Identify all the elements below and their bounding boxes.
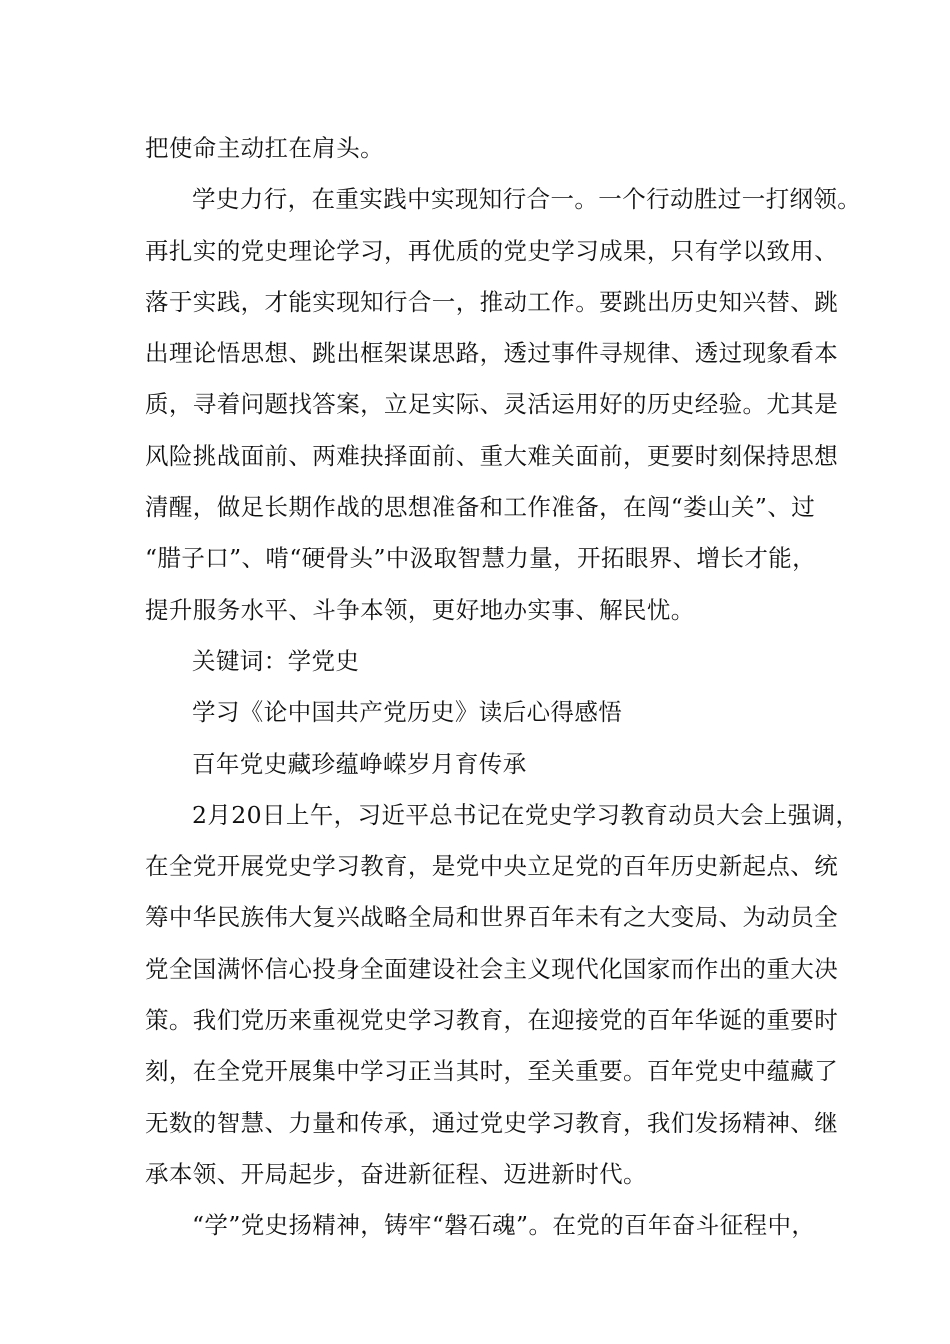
text-line: 再扎实的党史理论学习，再优质的党史学习成果，只有学以致用、 xyxy=(145,236,839,265)
keywords-line xyxy=(145,636,845,687)
article-subtitle xyxy=(145,739,845,790)
paragraph-1 xyxy=(145,123,845,174)
text-line: 党全国满怀信心投身全面建设社会主义现代化国家而作出的重大决 xyxy=(145,954,839,983)
text-line: 在全党开展党史学习教育，是党中央立足党的百年历史新起点、统 xyxy=(145,852,839,881)
text-line: 策。我们党历来重视党史学习教育，在迎接党的百年华诞的重要时 xyxy=(145,1006,839,1035)
text-line: 质，寻着问题找答案，立足实际、灵活运用好的历史经验。尤其是 xyxy=(145,390,839,419)
text-line: 刻，在全党开展集中学习正当其时，至关重要。百年党史中蕴藏了 xyxy=(145,1057,839,1086)
text-line: 提升服务水平、斗争本领，更好地办实事、解民忧。 xyxy=(145,595,695,624)
document-body xyxy=(145,123,862,1252)
text-line: 承本领、开局起步，奋进新征程、迈进新时代。 xyxy=(145,1159,647,1188)
text-line: 学史力行，在重实践中实现知行合一。一个行动胜过一打纲领。 xyxy=(192,185,862,214)
text-line: “腊子口”、啃“硬骨头”中汲取智慧力量，开拓眼界、增长才能， xyxy=(145,544,817,573)
text-line: 关键词：学党史 xyxy=(192,646,360,675)
text-line: 百年党史藏珍蕴峥嵘岁月育传承 xyxy=(192,749,527,778)
text-line: “学”党史扬精神，铸牢“磐石魂”。在党的百年奋斗征程中， xyxy=(192,1211,816,1240)
text-line: 筹中华民族伟大复兴战略全局和世界百年未有之大变局、为动员全 xyxy=(145,903,839,932)
text-line: 落于实践，才能实现知行合一，推动工作。要跳出历史知兴替、跳 xyxy=(145,287,839,316)
text-line: 无数的智慧、力量和传承，通过党史学习教育，我们发扬精神、继 xyxy=(145,1108,839,1137)
paragraph-2 xyxy=(145,174,862,636)
text-line: 风险挑战面前、两难抉择面前、重大难关面前，更要时刻保持思想 xyxy=(145,441,839,470)
article-title xyxy=(145,687,845,738)
paragraph-7 xyxy=(145,1200,845,1251)
text-line: 清醒，做足长期作战的思想准备和工作准备，在闯“娄山关”、过 xyxy=(145,493,816,522)
text-line: 出理论悟思想、跳出框架谋思路，透过事件寻规律、透过现象看本 xyxy=(145,339,839,368)
text-line: 把使命主动扛在肩头。 xyxy=(145,134,384,162)
text-line: 学习《论中国共产党历史》读后心得感悟 xyxy=(192,698,623,727)
text-line: 2月20日上午，习近平总书记在党史学习教育动员大会上强调， xyxy=(192,800,860,829)
paragraph-6 xyxy=(145,790,860,1200)
